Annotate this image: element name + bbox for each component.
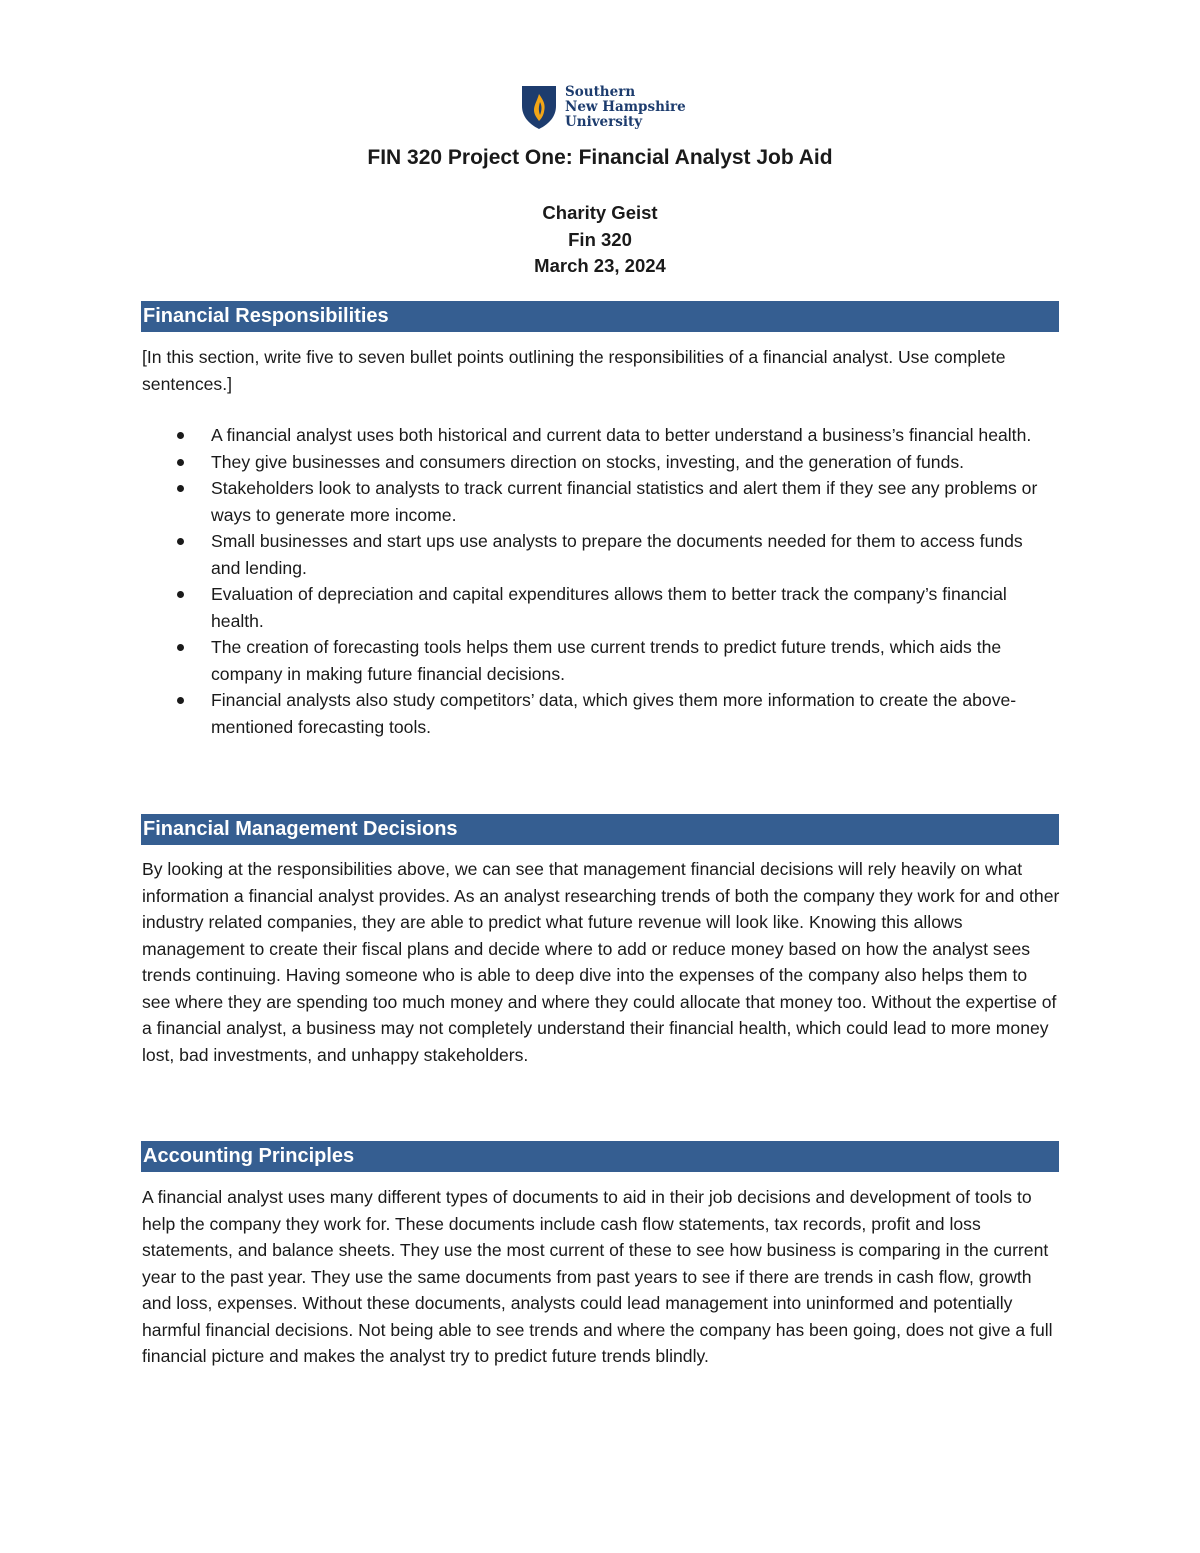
bullet-icon (177, 591, 184, 598)
bullet-icon (177, 459, 184, 466)
list-item: Small businesses and start ups use analysts to prepare the documents needed for them to access funds and lending. (174, 528, 1054, 581)
bullet-icon (177, 485, 184, 492)
university-name (565, 85, 686, 130)
bullet-icon (177, 697, 184, 704)
author-block (0, 200, 1200, 280)
list-item: Financial analysts also study competitors’ data, which gives them more information to create the above-mentioned forecasting tools. (174, 687, 1054, 740)
responsibilities-list (174, 422, 1054, 740)
accounting-paragraph: A financial analyst uses many different types of documents to aid in their job decisions and development of tools to help the company they work for. These documents include cash flow statements, tax records, profit and loss statements, and balance sheets. They use the most current of these to see how business is comparing in the current year to the past year. They use the same documents from past years to see if there are trends in cash flow, growth and loss, expenses. Without these documents, analysts could lead management into uninformed and potentially harmful financial decisions. Not being able to see trends and where the company has been going, does not give a full financial picture and makes the analyst try to predict future trends blindly. (142, 1187, 1053, 1366)
document-title: FIN 320 Project One: Financial Analyst Job Aid (367, 146, 833, 169)
list-item: A financial analyst uses both historical and current data to better understand a business’s financial health. (174, 422, 1054, 449)
section-heading-management: Financial Management Decisions (141, 814, 1059, 845)
bullet-icon (177, 644, 184, 651)
bullet-icon (177, 432, 184, 439)
shield-flame-icon (521, 84, 557, 130)
section-heading-accounting: Accounting Principles (141, 1141, 1059, 1172)
list-item: Evaluation of depreciation and capital expenditures allows them to better track the company’s financial health. (174, 581, 1054, 634)
section-heading-responsibilities: Financial Responsibilities (141, 301, 1059, 332)
list-item: Stakeholders look to analysts to track current financial statistics and alert them if they see any problems or ways to generate more income. (174, 475, 1054, 528)
logo-line-2: New Hampshire (565, 98, 686, 115)
bullet-icon (177, 538, 184, 545)
author-name: Charity Geist (542, 202, 658, 223)
course-name: Fin 320 (568, 228, 632, 250)
logo-line-3: University (565, 113, 643, 130)
management-paragraph: By looking at the responsibilities above, we can see that management financial decisions will rely heavily on what information a financial analyst provides. As an analyst researching trends of both the company they work for and other industry related companies, they are able to predict what future revenue will look like. Knowing this allows management to create their fiscal plans and decide where to add or reduce money based on how the analyst sees trends continuing. Having someone who is able to deep dive into the expenses of the company also helps them to see where they are spending too much money and where they could allocate that money too. Without the expertise of a financial analyst, a business may not completely understand their financial health, which could lead to more money lost, bad investments, and unhappy stakeholders. (142, 859, 1060, 1065)
university-logo (521, 84, 686, 130)
list-item: They give businesses and consumers direction on stocks, investing, and the generation of funds. (174, 449, 1054, 476)
responsibilities-instructions: [In this section, write five to seven bullet points outlining the responsibilities of a financial analyst. Use complete sentences.] (142, 347, 1006, 394)
document-date: March 23, 2024 (534, 255, 666, 276)
list-item: The creation of forecasting tools helps them use current trends to predict future trends, which aids the company in making future financial decisions. (174, 634, 1054, 687)
logo-line-1: Southern (565, 83, 636, 100)
